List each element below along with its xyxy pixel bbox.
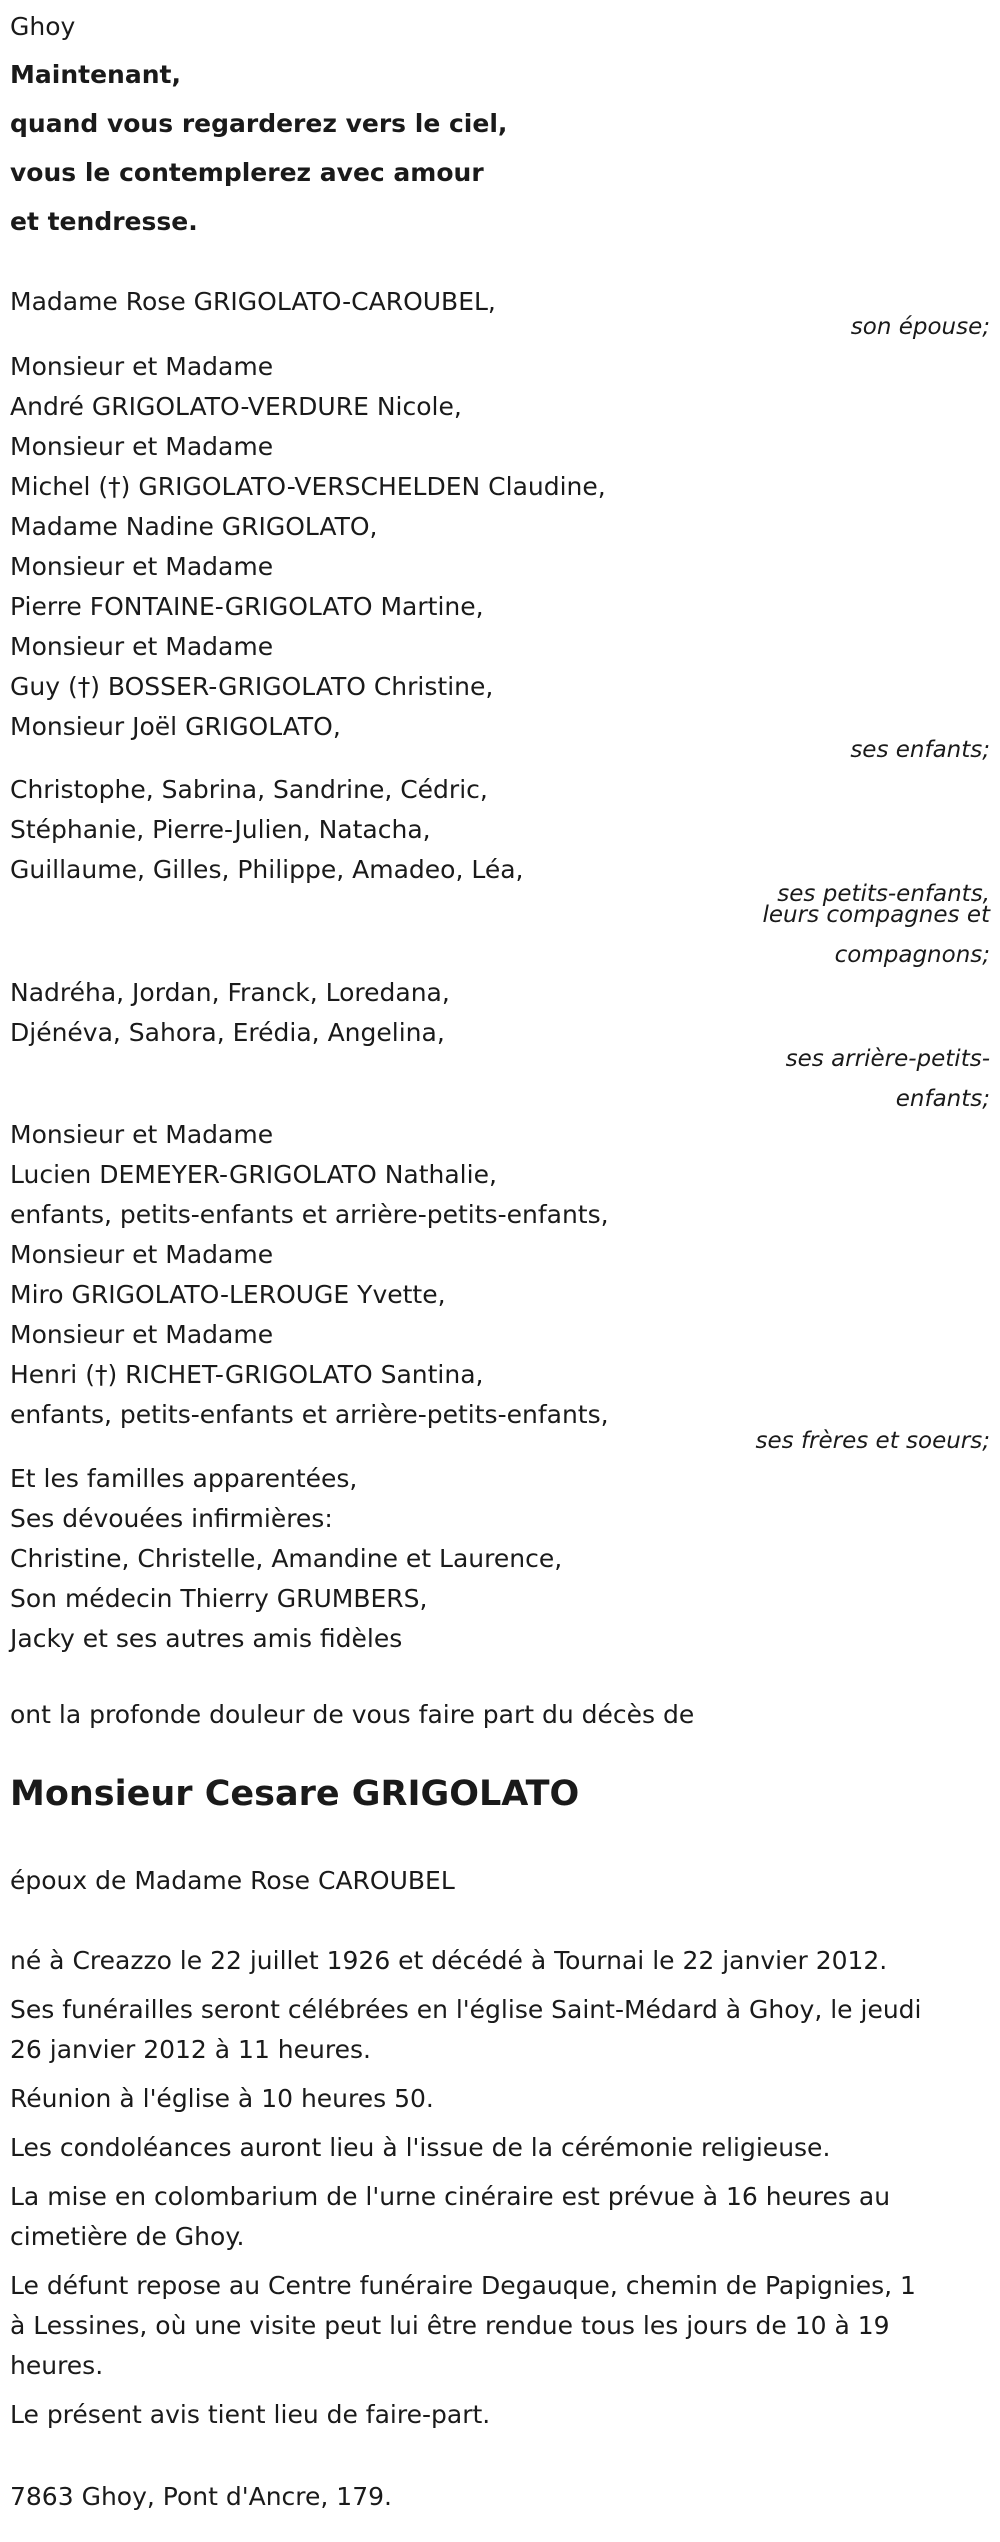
- poem-line: quand vous regarderez vers le ciel,: [10, 109, 508, 138]
- detail-line: Les condoléances auront lieu à l'issue de la cérémonie religieuse.: [10, 2133, 831, 2162]
- poem-line: vous le contemplerez avec amour: [10, 158, 484, 187]
- family-line: Jacky et ses autres amis fidèles: [10, 1624, 403, 1653]
- family-line: Son médecin Thierry GRUMBERS,: [10, 1584, 428, 1613]
- family-line: Pierre FONTAINE-GRIGOLATO Martine,: [10, 592, 484, 621]
- deceased-name: Monsieur Cesare GRIGOLATO: [10, 1774, 580, 1814]
- family-line: Guillaume, Gilles, Philippe, Amadeo, Léa,: [10, 855, 524, 884]
- relation-label: ses frères et soeurs;: [755, 1428, 990, 1454]
- spouse-name: Madame Rose GRIGOLATO-CAROUBEL,: [10, 287, 496, 316]
- family-line: Monsieur et Madame: [10, 1320, 274, 1349]
- family-line: Monsieur et Madame: [10, 432, 274, 461]
- relation-label: leurs compagnes et: [762, 902, 990, 928]
- relation-label: son épouse;: [850, 314, 990, 340]
- family-line: Henri (†) RICHET-GRIGOLATO Santina,: [10, 1360, 484, 1389]
- family-line: enfants, petits-enfants et arrière-petits-enfants,: [10, 1400, 609, 1429]
- family-line: Monsieur et Madame: [10, 552, 274, 581]
- family-line: Monsieur et Madame: [10, 1240, 274, 1269]
- detail-line: à Lessines, où une visite peut lui être rendue tous les jours de 10 à 19: [10, 2311, 890, 2340]
- poem-line: et tendresse.: [10, 207, 198, 236]
- detail-line: Ses funérailles seront célébrées en l'église Saint-Médard à Ghoy, le jeudi: [10, 1995, 922, 2024]
- relation-label: ses arrière-petits-: [785, 1046, 990, 1072]
- deceased-spouse-line: époux de Madame Rose CAROUBEL: [10, 1866, 455, 1895]
- detail-line: 26 janvier 2012 à 11 heures.: [10, 2035, 371, 2064]
- location-text: Ghoy: [10, 12, 76, 41]
- detail-line: né à Creazzo le 22 juillet 1926 et décédé à Tournai le 22 janvier 2012.: [10, 1946, 888, 1975]
- relation-label: compagnons;: [834, 942, 990, 968]
- family-line: Djénéva, Sahora, Erédia, Angelina,: [10, 1018, 445, 1047]
- poem-line: Maintenant,: [10, 60, 181, 89]
- family-line: Lucien DEMEYER-GRIGOLATO Nathalie,: [10, 1160, 497, 1189]
- relation-label: enfants;: [895, 1086, 990, 1112]
- family-line: enfants, petits-enfants et arrière-petits-enfants,: [10, 1200, 609, 1229]
- family-line: Michel (†) GRIGOLATO-VERSCHELDEN Claudine,: [10, 472, 606, 501]
- family-line: Ses dévouées infirmières:: [10, 1504, 333, 1533]
- family-line: Christine, Christelle, Amandine et Laurence,: [10, 1544, 563, 1573]
- family-line: Christophe, Sabrina, Sandrine, Cédric,: [10, 775, 488, 804]
- address-text: 7863 Ghoy, Pont d'Ancre, 179.: [10, 2482, 392, 2511]
- relation-label: ses enfants;: [850, 737, 990, 763]
- family-line: André GRIGOLATO-VERDURE Nicole,: [10, 392, 462, 421]
- family-line: Stéphanie, Pierre-Julien, Natacha,: [10, 815, 431, 844]
- family-line: Et les familles apparentées,: [10, 1464, 358, 1493]
- family-line: Monsieur Joël GRIGOLATO,: [10, 712, 341, 741]
- family-line: Guy (†) BOSSER-GRIGOLATO Christine,: [10, 672, 494, 701]
- family-line: Monsieur et Madame: [10, 352, 274, 381]
- family-line: Monsieur et Madame: [10, 1120, 274, 1149]
- detail-line: cimetière de Ghoy.: [10, 2222, 245, 2251]
- detail-line: heures.: [10, 2351, 104, 2380]
- family-line: Miro GRIGOLATO-LEROUGE Yvette,: [10, 1280, 446, 1309]
- detail-line: La mise en colombarium de l'urne cinéraire est prévue à 16 heures au: [10, 2182, 891, 2211]
- detail-line: Réunion à l'église à 10 heures 50.: [10, 2084, 434, 2113]
- detail-line: Le présent avis tient lieu de faire-part.: [10, 2400, 491, 2429]
- announcement-text: ont la profonde douleur de vous faire part du décès de: [10, 1700, 695, 1729]
- family-line: Monsieur et Madame: [10, 632, 274, 661]
- family-line: Nadréha, Jordan, Franck, Loredana,: [10, 978, 450, 1007]
- detail-line: Le défunt repose au Centre funéraire Degauque, chemin de Papignies, 1: [10, 2271, 916, 2300]
- family-line: Madame Nadine GRIGOLATO,: [10, 512, 378, 541]
- relation-label: ses petits-enfants,: [777, 881, 990, 907]
